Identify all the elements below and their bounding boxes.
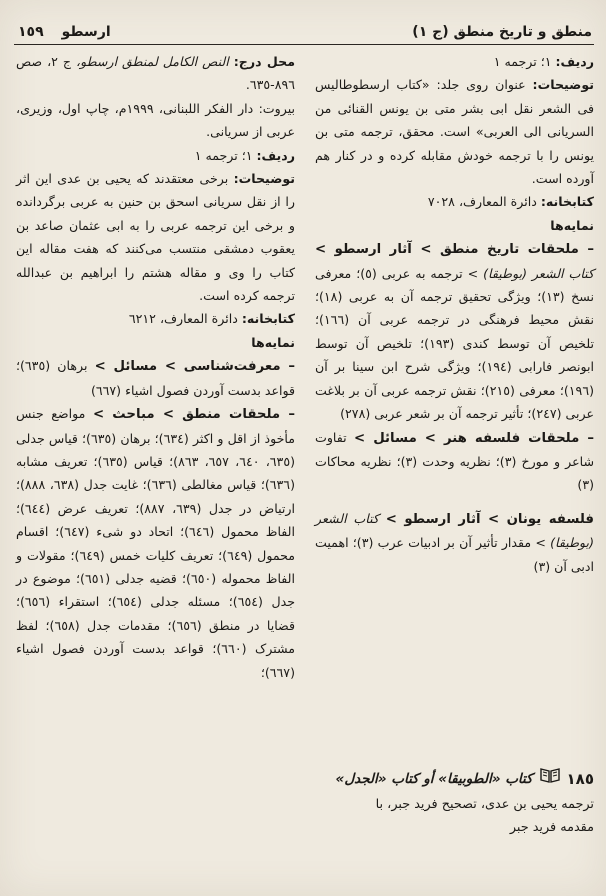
entry-185 [315,766,594,840]
radif-line-left [16,144,295,167]
index-section-2 [315,426,594,497]
entry-title: کتاب «الطوبیقا» أو کتاب «الجدل» [335,770,533,787]
index-section-2-body: تفاوت شاعر و مورخ (٣)؛ نظریه وحدت (٣)؛ نظریه محاکات (٣) [315,429,594,493]
index-section-1-head: – ملحقات تاریخ منطق > آثار ارسطو > [315,242,594,258]
index-section-1 [315,237,594,425]
radif-label: ردیف: [555,54,594,69]
tozihat-label: توضیحات: [532,77,594,93]
library-value-left: دائرة المعارف، ٦٢١٢ [128,311,238,327]
mahal-line [16,50,295,97]
tozihat-label-left: توضیحات: [233,171,295,187]
index-section-1-italic: کتاب الشعر (بوطیقا) [483,265,594,281]
left-index-section-2-head: – ملحقات منطق > مباحث > [92,407,295,423]
mahal-value: ج ٢، صص ٨٩٦-٦٣٥. [16,54,295,93]
left-index-section-1-body: برهان (٦٣٥)؛ قواعد بدست آوردن فصول اشیاء (٦٦٧) [16,358,295,398]
index-section-2-head: – ملحقات فلسفه هنر > مسائل > [354,430,594,446]
radif-label-left: ردیف: [256,147,295,163]
index-section-3 [315,507,594,578]
entry-line-1: ترجمه یحیی بن عدی، تصحیح فرید جبر، با [375,796,594,812]
radif-line [315,50,594,73]
tozihat-paragraph [315,73,594,190]
index-section-3-italic: کتاب الشعر (بوطیقا) [315,510,594,551]
left-index-section-2-body: مواضع جنس مأخوذ از اقل و اکثر (٦٣٤)؛ برهان (٦٣٥)؛ قیاس جدلی (٦٣٥، ٦٤٠، ٦٥٧، ٨٦٣)؛ قیاس (٦٣٥)؛ تعریف مشابه (٦٣٦)؛ قیاس مغالطی (٦٣٦)؛ غایت جدل (٦٣٨، ٨٨٨)؛ ارتیاض در جدل (٦٣٩، ٨٨٧)؛ تعریف عرض (٦٤٤)؛ الفاظ محمول (٦٤٦)؛ اتحاد دو شیء (٦٤٧)؛ اقسام محمول (٦٤٩)؛ تعریف کلیات خمس (٦٤٩)؛ مقولات و الفاظ محموله (٦٥٠)؛ قضیه جدلی (٦٥١)؛ موضوع در جدل (٦٥٤)؛ مسئله جدلی (٦٥٤)؛ استقراء (٦٥٦)؛ قضایا در منطق (٦٥٦)؛ مقدمات جدل (٦٥٨)؛ لفظ مشترک (٦٦٠)؛ قواعد بدست آوردن فصول اشیاء (٦٦٧)؛ [16,406,296,680]
header-rule [14,44,594,45]
header-left-group [18,24,111,40]
page-number: ١٥٩ [18,24,44,40]
library-line-left [16,307,295,330]
running-title: منطق و تاريخ منطق (ج ١) [412,24,592,40]
index-heading: نمایه‌ها [550,217,594,233]
tozihat-text: عنوان روی جلد: «کتاب ارسطوطالیس فی الشعر نقل ابی بشر متی بن یونس القنائی من السریانی الی العربی» است. محقق، ترجمه متی بن یونس را با ترجمه خودش مقابله کرده و در کنار هم آورده است. [315,77,594,187]
tozihat-text-left: برخی معتقدند که یحیی بن عدی این اثر را از نقل سریانی اسحق بن حنین به عربی برگردانده و برخی این ترجمه عربی را به ابی عثمان صاعد بن یعقوب دمشقی منتسب می‌کنند که هفت مقاله این کتاب را وی و مقاله هشتم را ابراهیم بن عبدالله ترجمه کرده است. [16,171,295,304]
left-index-section-2 [16,402,295,684]
book-icon [539,766,561,793]
mahal-italic: النص الکامل لمنطق ارسطو، [76,54,229,69]
entry-line-2: مقدمه فرید جبر [509,820,594,836]
right-column [315,50,594,578]
left-index-section-1-head: – معرفت‌شناسی > مسائل > [94,359,295,375]
index-section-1-body: > ترجمه به عربی (٥)؛ معرفی نسخ (١٣)؛ ویژگی تحقیق ترجمه آن به عربی (١٨)؛ نقش محیط فرهنگی در ترجمه عربی آن (١٦٦)؛ تلخیص آن توسط کندی (١٩٣)؛ تلخیص آن توسط ابونصر فارابی (١٩٤)؛ ویژگی شرح ابن سینا بر آن (١٩٦)؛ معرفی (٢١٥)؛ نقش ترجمه عربی آن بر بلاغت عربی (٢٤٧)؛ تأثیر ترجمه آن بر شعر عربی (٢٧٨) [315,265,595,422]
radif-value: ١؛ ترجمه ١ [493,54,552,69]
left-column [16,50,295,684]
entry-head [315,766,594,793]
page-header [18,14,592,40]
radif-value-left: ١؛ ترجمه ١ [194,147,253,163]
library-value: دائرة المعارف، ٧٠٢٨ [427,194,537,210]
library-line [315,190,594,213]
library-label-left: کتابخانه: [241,311,295,327]
entry-number: ١٨٥ [566,769,594,788]
publisher-line: بیروت: دار الفکر اللبنانی، ١٩٩٩م، چاپ اول، وزیری، عربی از سریانی. [16,100,295,140]
mahal-label: محل درج: [233,54,295,69]
index-section-3-body: > مقدار تأثیر آن بر ادبیات عرب (٣)؛ اهمیت ادبی آن (٣) [315,535,594,574]
spacer [315,497,594,507]
library-label: کتابخانه: [540,194,594,210]
running-author: ارسطو [61,24,111,40]
index-heading-left: نمایه‌ها [251,334,295,350]
left-index-section-1 [16,354,295,402]
index-section-3-head: فلسفه یونان > آثار ارسطو > [385,511,594,527]
tozihat-paragraph-left [16,167,295,307]
